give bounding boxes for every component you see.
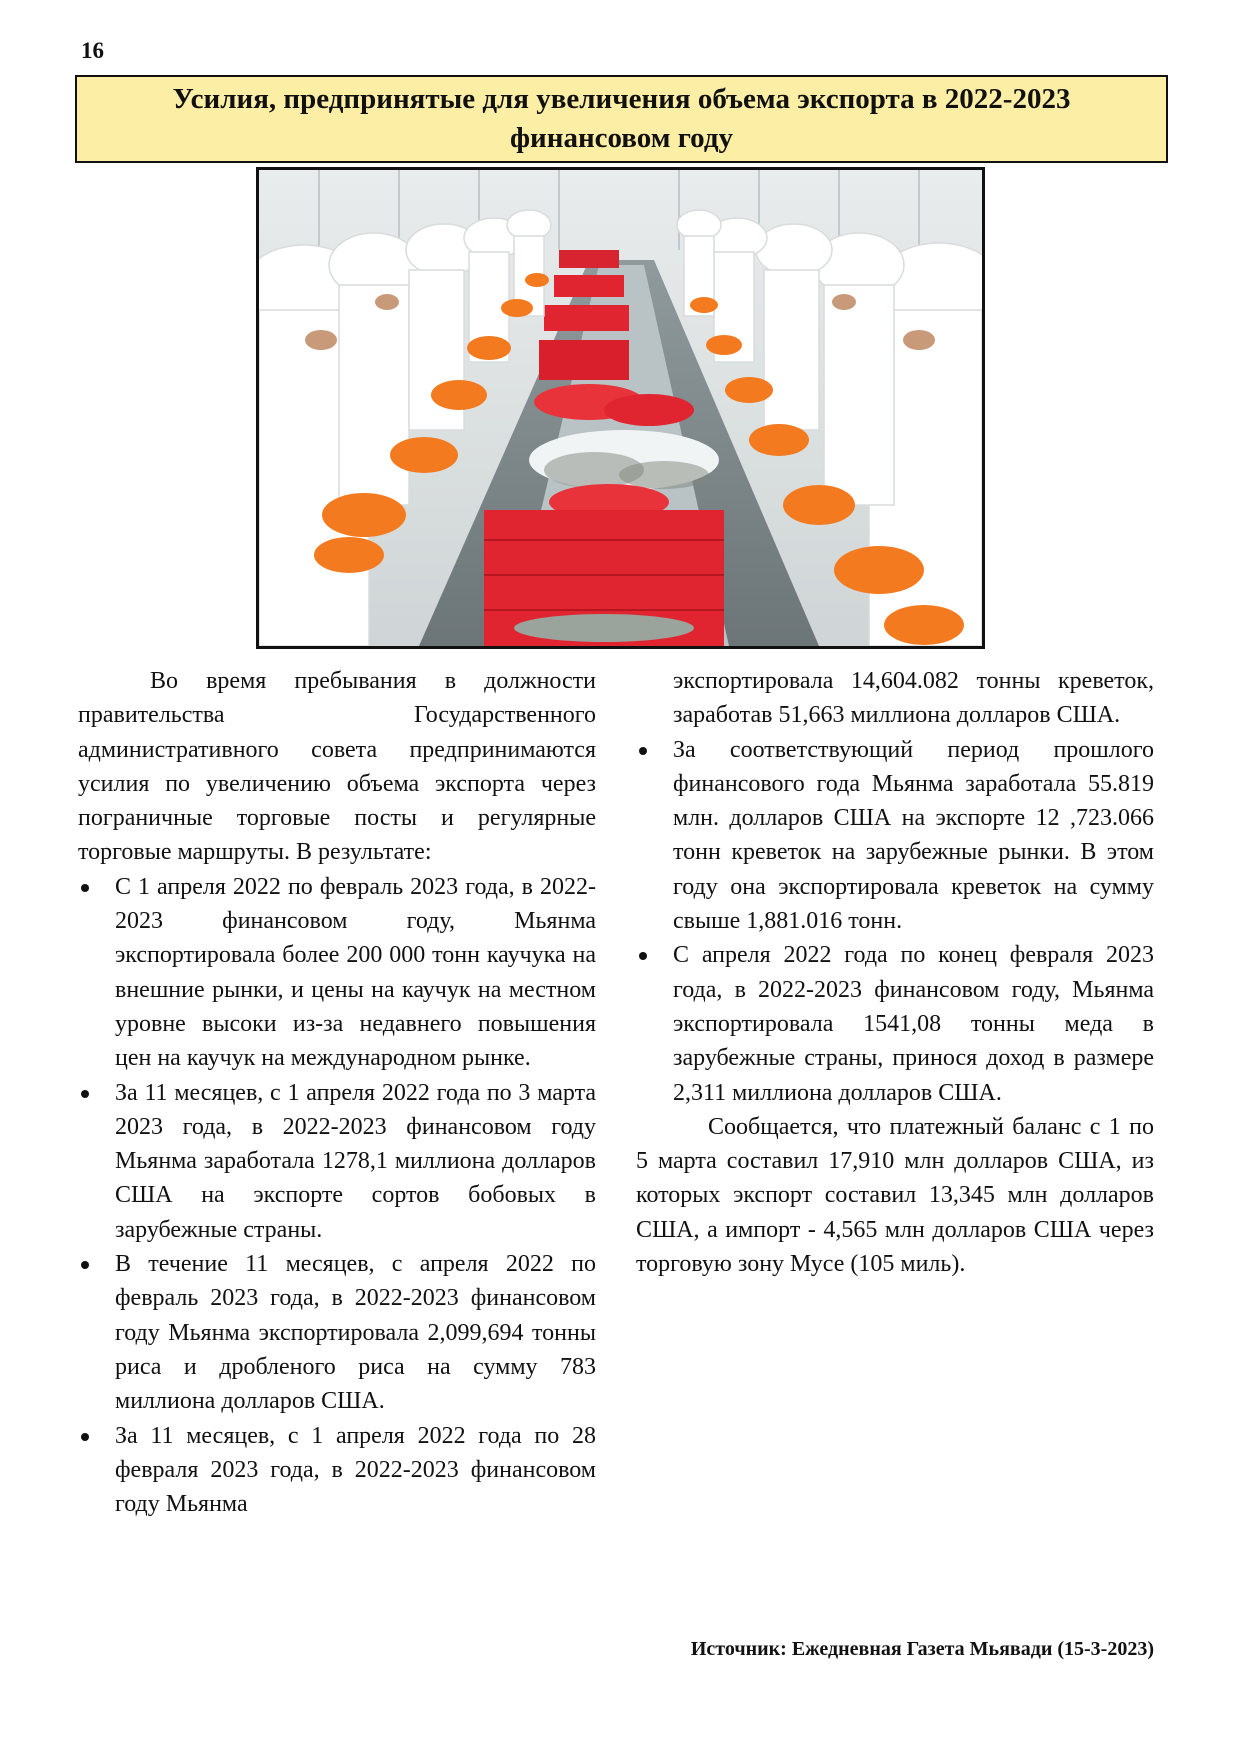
- list-item: С апреля 2022 года по конец февраля 2023 года, в 2022-2023 финансовом году, Мьянма экспортировала 1541,08 тонны меда в зарубежные страны, принося доход в размере 2,311 миллиона долларов США.: [673, 942, 1154, 1106]
- list-item: С 1 апреля 2022 по февраль 2023 года, в 2022-2023 финансовом году, Мьянма экспортировала более 200 000 тонн каучука на внешние рынки, и цены на каучук на местном уровне высоки из-за недавнего повышения цен на каучук на международном рынке.: [115, 873, 596, 1072]
- source-credit: Источник: Ежедневная Газета Мьявади (15-3-2023): [690, 1638, 1154, 1660]
- right-column: [636, 664, 1154, 1281]
- export-bullet-list: [78, 870, 596, 1522]
- closing-paragraph: Сообщается, что платежный баланс с 1 по 5 марта составил 17,910 млн долларов США, из которых экспорт составил 13,345 млн долларов США, а импорт - 4,565 млн долларов США через торговую зону Мусе (105 миль).: [636, 1113, 1154, 1278]
- list-item: За 11 месяцев, с 1 апреля 2022 года по 28 февраля 2023 года, в 2022-2023 финансовом году Мьянма: [115, 1422, 596, 1518]
- list-item: За соответствующий период прошлого финансового года Мьянма заработала 55.819 млн. долларов США на экспорте 12 ,723.066 тонн креветок на зарубежные рынки. В этом году она экспортировала креветок на сумму свыше 1,881.016 тонн.: [673, 736, 1154, 935]
- list-item: За 11 месяцев, с 1 апреля 2022 года по 3 марта 2023 года, в 2022-2023 финансовом году Мьянма заработала 1278,1 миллиона долларов США на экспорте сортов бобовых в зарубежные страны.: [115, 1079, 596, 1243]
- shrimp-processing-workers-photo-icon: [259, 170, 982, 646]
- intro-paragraph: Во время пребывания в должности правительства Государственного административного совета предпринимаются усилия по увеличению объема экспорта через пограничные торговые посты и регулярные торговые маршруты. В результате:: [78, 668, 596, 866]
- list-item: В течение 11 месяцев, с апреля 2022 по февраль 2023 года, в 2022-2023 финансовом году Мьянма экспортировала 2,099,694 тонны риса и дробленого риса на сумму 783 миллиона долларов США.: [115, 1251, 596, 1415]
- page-number: 16: [81, 38, 104, 63]
- continued-bullet-text: экспортировала 14,604.082 тонны креветок, заработав 51,663 миллиона долларов США.: [673, 668, 1154, 729]
- left-column: [78, 664, 596, 1521]
- export-bullet-list-continued: [636, 733, 1154, 1110]
- shrimp-processing-photo: [256, 167, 985, 649]
- headline-banner: [75, 75, 1168, 163]
- headline-title: Усилия, предпринятые для увеличения объема экспорта в 2022-2023 финансовом году: [172, 83, 1071, 154]
